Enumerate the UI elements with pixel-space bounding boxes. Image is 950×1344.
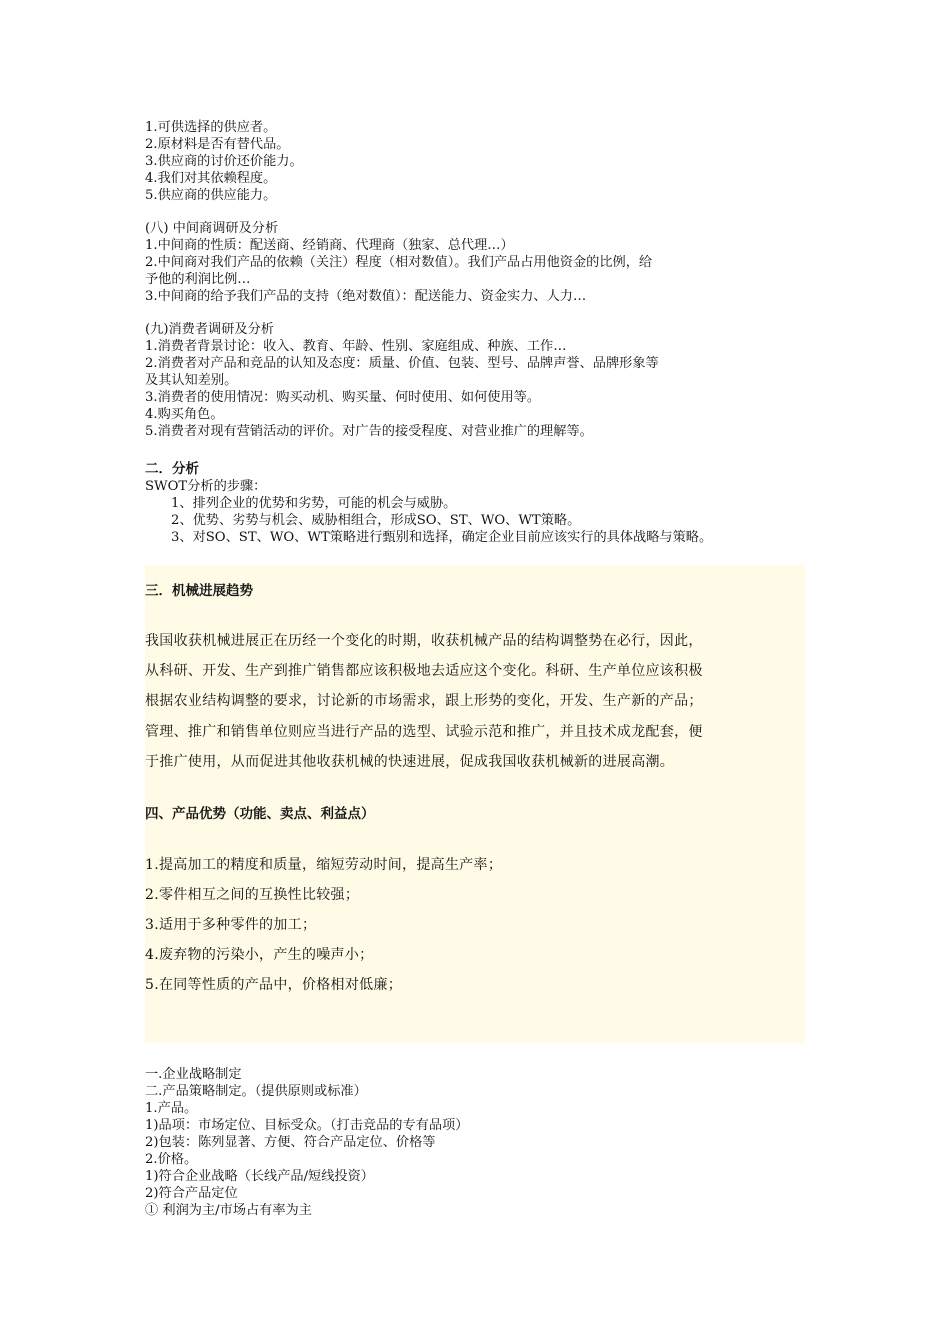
strategy-line: 一.企业战略制定 bbox=[145, 1067, 242, 1082]
middleman-item: 予他的利润比例… bbox=[145, 272, 251, 287]
supplier-item: 3.供应商的讨价还价能力。 bbox=[145, 154, 303, 169]
middleman-item: 1.中间商的性质：配送商、经销商、代理商（独家、总代理…） bbox=[145, 238, 514, 253]
trend-paragraph-line: 根据农业结构调整的要求，讨论新的市场需求，跟上形势的变化，开发、生产新的产品； bbox=[145, 693, 703, 709]
middleman-heading: (八) 中间商调研及分析 bbox=[145, 221, 279, 236]
analysis-intro: SWOT分析的步骤： bbox=[145, 479, 267, 494]
strategy-line: 二.产品策略制定。（提供原则或标准） bbox=[145, 1084, 367, 1099]
analysis-step: 1、排列企业的优势和劣势，可能的机会与威胁。 bbox=[171, 496, 457, 511]
supplier-item: 1.可供选择的供应者。 bbox=[145, 120, 277, 135]
highlighted-section bbox=[145, 565, 805, 1043]
advantages-heading: 四、产品优势（功能、卖点、利益点） bbox=[145, 806, 375, 822]
consumer-item: 3.消费者的使用情况：购买动机、购买量、何时使用、如何使用等。 bbox=[145, 390, 541, 405]
strategy-line: 2)符合产品定位 bbox=[145, 1186, 238, 1201]
consumer-item: 2.消费者对产品和竞品的认知及态度：质量、价值、包装、型号、品牌声誉、品牌形象等 bbox=[145, 356, 659, 371]
advantage-item: 3.适用于多种零件的加工； bbox=[145, 917, 317, 933]
strategy-line: 2.价格。 bbox=[145, 1152, 198, 1167]
consumer-item: 及其认知差别。 bbox=[145, 373, 238, 388]
strategy-section bbox=[145, 1066, 468, 1219]
advantage-item: 1.提高加工的精度和质量，缩短劳动时间，提高生产率； bbox=[145, 857, 503, 873]
trend-paragraph-line: 我国收获机械进展正在历经一个变化的时期，收获机械产品的结构调整势在必行，因此， bbox=[145, 633, 703, 649]
middleman-item: 3.中间商的给予我们产品的支持（绝对数值）：配送能力、资金实力、人力… bbox=[145, 289, 587, 304]
strategy-line: 1.产品。 bbox=[145, 1101, 198, 1116]
analysis-heading: 二．分析 bbox=[145, 461, 199, 477]
strategy-line: 2)包装：陈列显著、方便、符合产品定位、价格等 bbox=[145, 1135, 436, 1150]
consumer-item: 5.消费者对现有营销活动的评价。对广告的接受程度、对营业推广的理解等。 bbox=[145, 424, 593, 439]
advantage-item: 4.废弃物的污染小，产生的噪声小； bbox=[145, 947, 374, 963]
strategy-line: ① 利润为主/市场占有率为主 bbox=[145, 1203, 312, 1218]
supplier-item: 5.供应商的供应能力。 bbox=[145, 188, 277, 203]
trend-paragraph-line: 管理、推广和销售单位则应当进行产品的选型、试验示范和推广，并且技术成龙配套，便 bbox=[145, 724, 703, 740]
trend-paragraph-line: 从科研、开发、生产到推广销售都应该积极地去适应这个变化。科研、生产单位应该积极 bbox=[145, 663, 703, 679]
trend-heading: 三．机械进展趋势 bbox=[145, 583, 253, 599]
trend-paragraph-line: 于推广使用，从而促进其他收获机械的快速进展，促成我国收获机械新的进展高潮。 bbox=[145, 754, 675, 770]
consumer-item: 4.购买角色。 bbox=[145, 407, 224, 422]
advantage-item: 2.零件相互之间的互换性比较强； bbox=[145, 887, 360, 903]
supplier-item: 4.我们对其依赖程度。 bbox=[145, 171, 277, 186]
middleman-item: 2.中间商对我们产品的依赖（关注）程度（相对数值）。我们产品占用他资金的比例，给 bbox=[145, 255, 653, 270]
research-section bbox=[145, 119, 659, 440]
consumer-item: 1.消费者背景讨论：收入、教育、年龄、性别、家庭组成、种族、工作… bbox=[145, 339, 567, 354]
consumer-heading: (九)消费者调研及分析 bbox=[145, 322, 274, 337]
strategy-line: 1)符合企业战略（长线产品/短线投资） bbox=[145, 1169, 374, 1184]
analysis-step: 3、对SO、ST、WO、WT策略进行甄别和选择，确定企业目前应该实行的具体战略与策略。 bbox=[171, 530, 713, 545]
advantage-item: 5.在同等性质的产品中，价格相对低廉； bbox=[145, 977, 403, 993]
supplier-item: 2.原材料是否有替代品。 bbox=[145, 137, 290, 152]
analysis-step: 2、优势、劣势与机会、威胁相组合，形成SO、ST、WO、WT策略。 bbox=[171, 513, 581, 528]
analysis-section bbox=[145, 461, 712, 546]
strategy-line: 1)品项：市场定位、目标受众。（打击竞品的专有品项） bbox=[145, 1118, 469, 1133]
